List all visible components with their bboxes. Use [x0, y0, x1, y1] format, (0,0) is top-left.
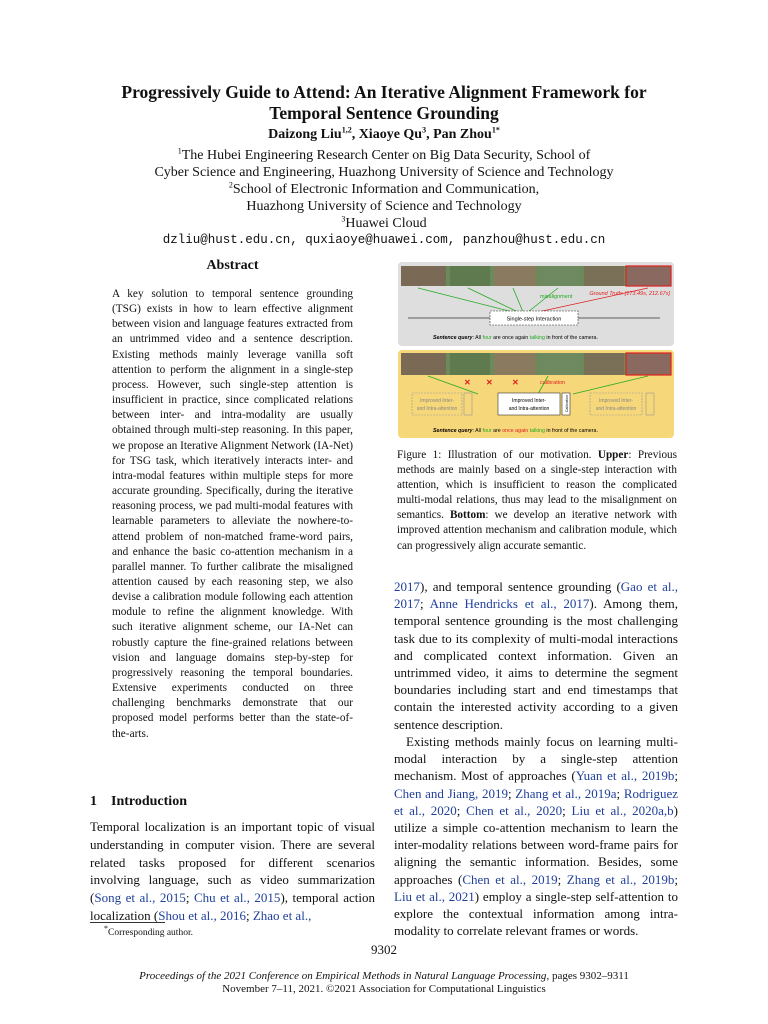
- aff-line: Cyber Science and Engineering, Huazhong University of Science and Technology: [154, 165, 614, 180]
- affiliation-1: [0, 147, 768, 181]
- video-frames-lower: [401, 353, 671, 375]
- caption-bottom: Bottom: [449, 509, 486, 522]
- single-step-label: Single-step Interaction: [506, 316, 562, 323]
- misalignment-label: misalignment: [540, 294, 573, 300]
- paper-title: [60, 82, 708, 124]
- body-text: ;: [674, 871, 678, 887]
- body-text: ), and temporal sentence grounding (: [420, 579, 621, 594]
- citation-link[interactable]: Anne Hendricks et al., 2017: [429, 596, 590, 612]
- section-number: 1: [90, 794, 97, 809]
- citation-link[interactable]: Chu et al., 2015: [193, 890, 281, 906]
- figure-1: [398, 262, 674, 440]
- citation-link[interactable]: Zhang et al., 2019b: [566, 871, 675, 887]
- aff-line: Huazhong University of Science and Technology: [246, 199, 522, 214]
- author-list: Daizong Liu$^{1,2}$, Xiaoye Qu$^3$, Pan Zhou$^{1*}$: [268, 125, 500, 142]
- author-sup: 1*: [491, 125, 500, 135]
- intro-text: Temporal localization is an important topic of visual understanding in computer vision. There are several related tasks proposed for different scenarios involving language, such as video summarization (: [90, 819, 375, 906]
- aff-line: School of Electronic Information and Communication,: [232, 182, 540, 197]
- body-text: Existing methods mainly focus on learning multi-modal interaction by a single-step attention mechanism. Most of approaches (: [394, 734, 678, 784]
- footer-venue: Proceedings of the 2021 Conference on Empirical Methods in Natural Language Processing: [139, 970, 547, 982]
- caption-text: : Previous methods are mainly based on a single-step interaction with attention, which is insufficient to reason the complicated multi-modal relations, thus may lead to the misalignment on semantics.: [397, 449, 677, 522]
- citation-link[interactable]: Liu et al., 2020a,b: [571, 802, 674, 818]
- body-text: ;: [456, 802, 467, 818]
- author-name: Xiaoye Qu: [358, 127, 423, 142]
- citation-link[interactable]: Chen et al., 2020: [466, 802, 563, 818]
- citation-link[interactable]: Shou et al., 2016: [158, 907, 246, 923]
- proceedings-footer: [0, 970, 768, 995]
- caption-text: Illustration of our motivation.: [441, 449, 598, 461]
- aff-sup: 1: [177, 146, 182, 156]
- section-heading: [90, 794, 187, 810]
- block-label: Improved Inter-: [512, 398, 546, 404]
- section-title: Introduction: [111, 794, 187, 809]
- body-text: ;: [616, 785, 624, 801]
- citation-link[interactable]: Liu et al., 2021: [394, 888, 475, 904]
- body-text: ;: [507, 785, 516, 801]
- author-emails: dzliu@hust.edu.cn, quxiaoye@huawei.com, panzhou@hust.edu.cn: [162, 233, 606, 247]
- block-label: Improved Inter-: [420, 398, 454, 404]
- sentence-query-lower: Sentence query: All four are once again talking in front of the camera.: [433, 428, 598, 434]
- block-label: and Intra-attention: [595, 406, 637, 412]
- abstract-text: A key solution to temporal sentence grounding (TSG) exists in how to learn effective alignment between vision and language features extracted from an untrimmed video and a sentence description. Existing methods mainly leverage vanilla soft attention to perform the alignment in a single-step process. However, such single-step attention is insufficient in practice, since complicated relations between inter- and intra-modality are usually obtained through multi-step reasoning. In this paper, we propose an Iterative Alignment Network (IA-Net) for TSG task, which iteratively interacts inter- and intra-modal features within multiple steps for more accurate grounding. Specifically, during the iterative reasoning process, we pad multi-modal features with learnable parameters to alleviate the nowhere-to-attend problem of non-matched frame-word pairs, and enhance the basic co-attention mechanism in a parallel manner. To further calibrate the misaligned attention caused by each reasoning step, we also devise a calibration module following each attention module to refine the alignment knowledge. With such iterative alignment scheme, our IA-Net can robustly capture the fine-grained relations between vision and language domains step-by-step for progressively reasoning the temporal boundaries. Extensive experiments conducted on three challenging benchmarks demonstrate that our proposed model performs better than the state-of-the-arts.: [112, 288, 353, 740]
- caption-upper: Upper: [597, 449, 629, 461]
- author-name: Pan Zhou: [433, 127, 492, 142]
- intro-text: ), temporal action localization (: [90, 890, 375, 923]
- footnote-mark: *: [104, 923, 108, 933]
- citation-link[interactable]: Rodriguez et al., 2020: [394, 785, 678, 818]
- block-label: and Intra-attention: [508, 406, 550, 412]
- sentence-query-upper: Sentence query: All four are once again talking in front of the camera.: [433, 335, 598, 341]
- block-label: and Intra-attention: [416, 406, 458, 412]
- citation-link[interactable]: Yuan et al., 2019b: [575, 768, 675, 784]
- citation-link[interactable]: Chen et al., 2019: [462, 871, 558, 887]
- abstract-heading: Abstract: [206, 258, 259, 273]
- footnote-text: Corresponding author.: [108, 928, 193, 938]
- citation-link[interactable]: Chen and Jiang, 2019: [394, 785, 508, 801]
- body-text: ). Among them, temporal sentence grounding is the most challenging task due to its complexity of multi-modal interactions and complicated context information. Given an untrimmed video, it aims to determine the segment boundaries including start and end timestamps that contain the interested activity according to a given sentence description.: [394, 596, 678, 732]
- cross-mark: ✕: [486, 378, 493, 387]
- ground-truth-label: Ground Truth: [173.49s, 212.67s]: [589, 291, 670, 297]
- aff-sup: 2: [228, 180, 233, 190]
- author-sup: 1,2: [341, 125, 352, 135]
- aff-line: The Hubei Engineering Research Center on Big Data Security, School of: [181, 148, 591, 163]
- body-text: ;: [420, 596, 430, 612]
- citation-link[interactable]: Zhao et al.,: [252, 907, 312, 923]
- footer-date: November 7–11, 2021. ©2021 Association for Computational Linguistics: [222, 982, 546, 995]
- citation-link[interactable]: Zhang et al., 2019a: [515, 785, 617, 801]
- citation-link[interactable]: Gao et al., 2017: [394, 579, 679, 612]
- citation-link[interactable]: Song et al., 2015: [94, 890, 186, 906]
- figure-caption: [397, 448, 677, 554]
- intro-paragraph: [90, 818, 375, 925]
- right-paragraph-1: [394, 578, 678, 733]
- body-text: ) utilize a simple co-attention mechanism to learn the inter-modality relations between word-frame pairs for aligning the semantic information. Besides, some approaches (: [394, 802, 678, 887]
- body-text: ;: [562, 802, 572, 818]
- body-text: ;: [557, 871, 567, 887]
- caption-label: Figure 1:: [397, 449, 442, 461]
- cross-mark: ✕: [512, 378, 519, 387]
- author-sup: 3: [422, 125, 427, 135]
- footer-pages: , pages 9302–9311: [546, 970, 629, 982]
- cross-mark: ✕: [464, 378, 471, 387]
- calibration-label: calibration: [540, 380, 566, 386]
- intro-text: ;: [245, 907, 253, 923]
- calibration-block-label: Calibration: [565, 395, 569, 412]
- body-text: ;: [674, 768, 679, 784]
- aff-line: Huawei Cloud: [345, 216, 427, 231]
- right-paragraph-2: [394, 733, 678, 939]
- author-name: Daizong Liu: [268, 127, 342, 142]
- aff-sup: 3: [341, 214, 346, 224]
- page-number: 9302: [371, 942, 397, 957]
- body-text: ) employ a single-step self-attention to explore the contextual information among intra-modality to correlate relevant frames or words.: [394, 888, 678, 939]
- affiliation-2: [0, 181, 768, 215]
- footnote: [104, 923, 193, 938]
- video-frames-upper: [401, 266, 671, 286]
- intro-text: ;: [185, 890, 194, 906]
- affiliation-3: [0, 215, 768, 232]
- caption-text: : we develop an iterative network with improved attention mechanism and calibration module, which can progressively align accurate semantic.: [397, 509, 677, 552]
- title-line-1: Progressively Guide to Attend: An Iterative Alignment Framework for: [121, 82, 647, 102]
- block-label: Improved Inter-: [599, 398, 633, 404]
- citation-link[interactable]: 2017: [394, 579, 420, 594]
- footnote-rule: [90, 922, 165, 923]
- title-line-2: Temporal Sentence Grounding: [269, 103, 499, 123]
